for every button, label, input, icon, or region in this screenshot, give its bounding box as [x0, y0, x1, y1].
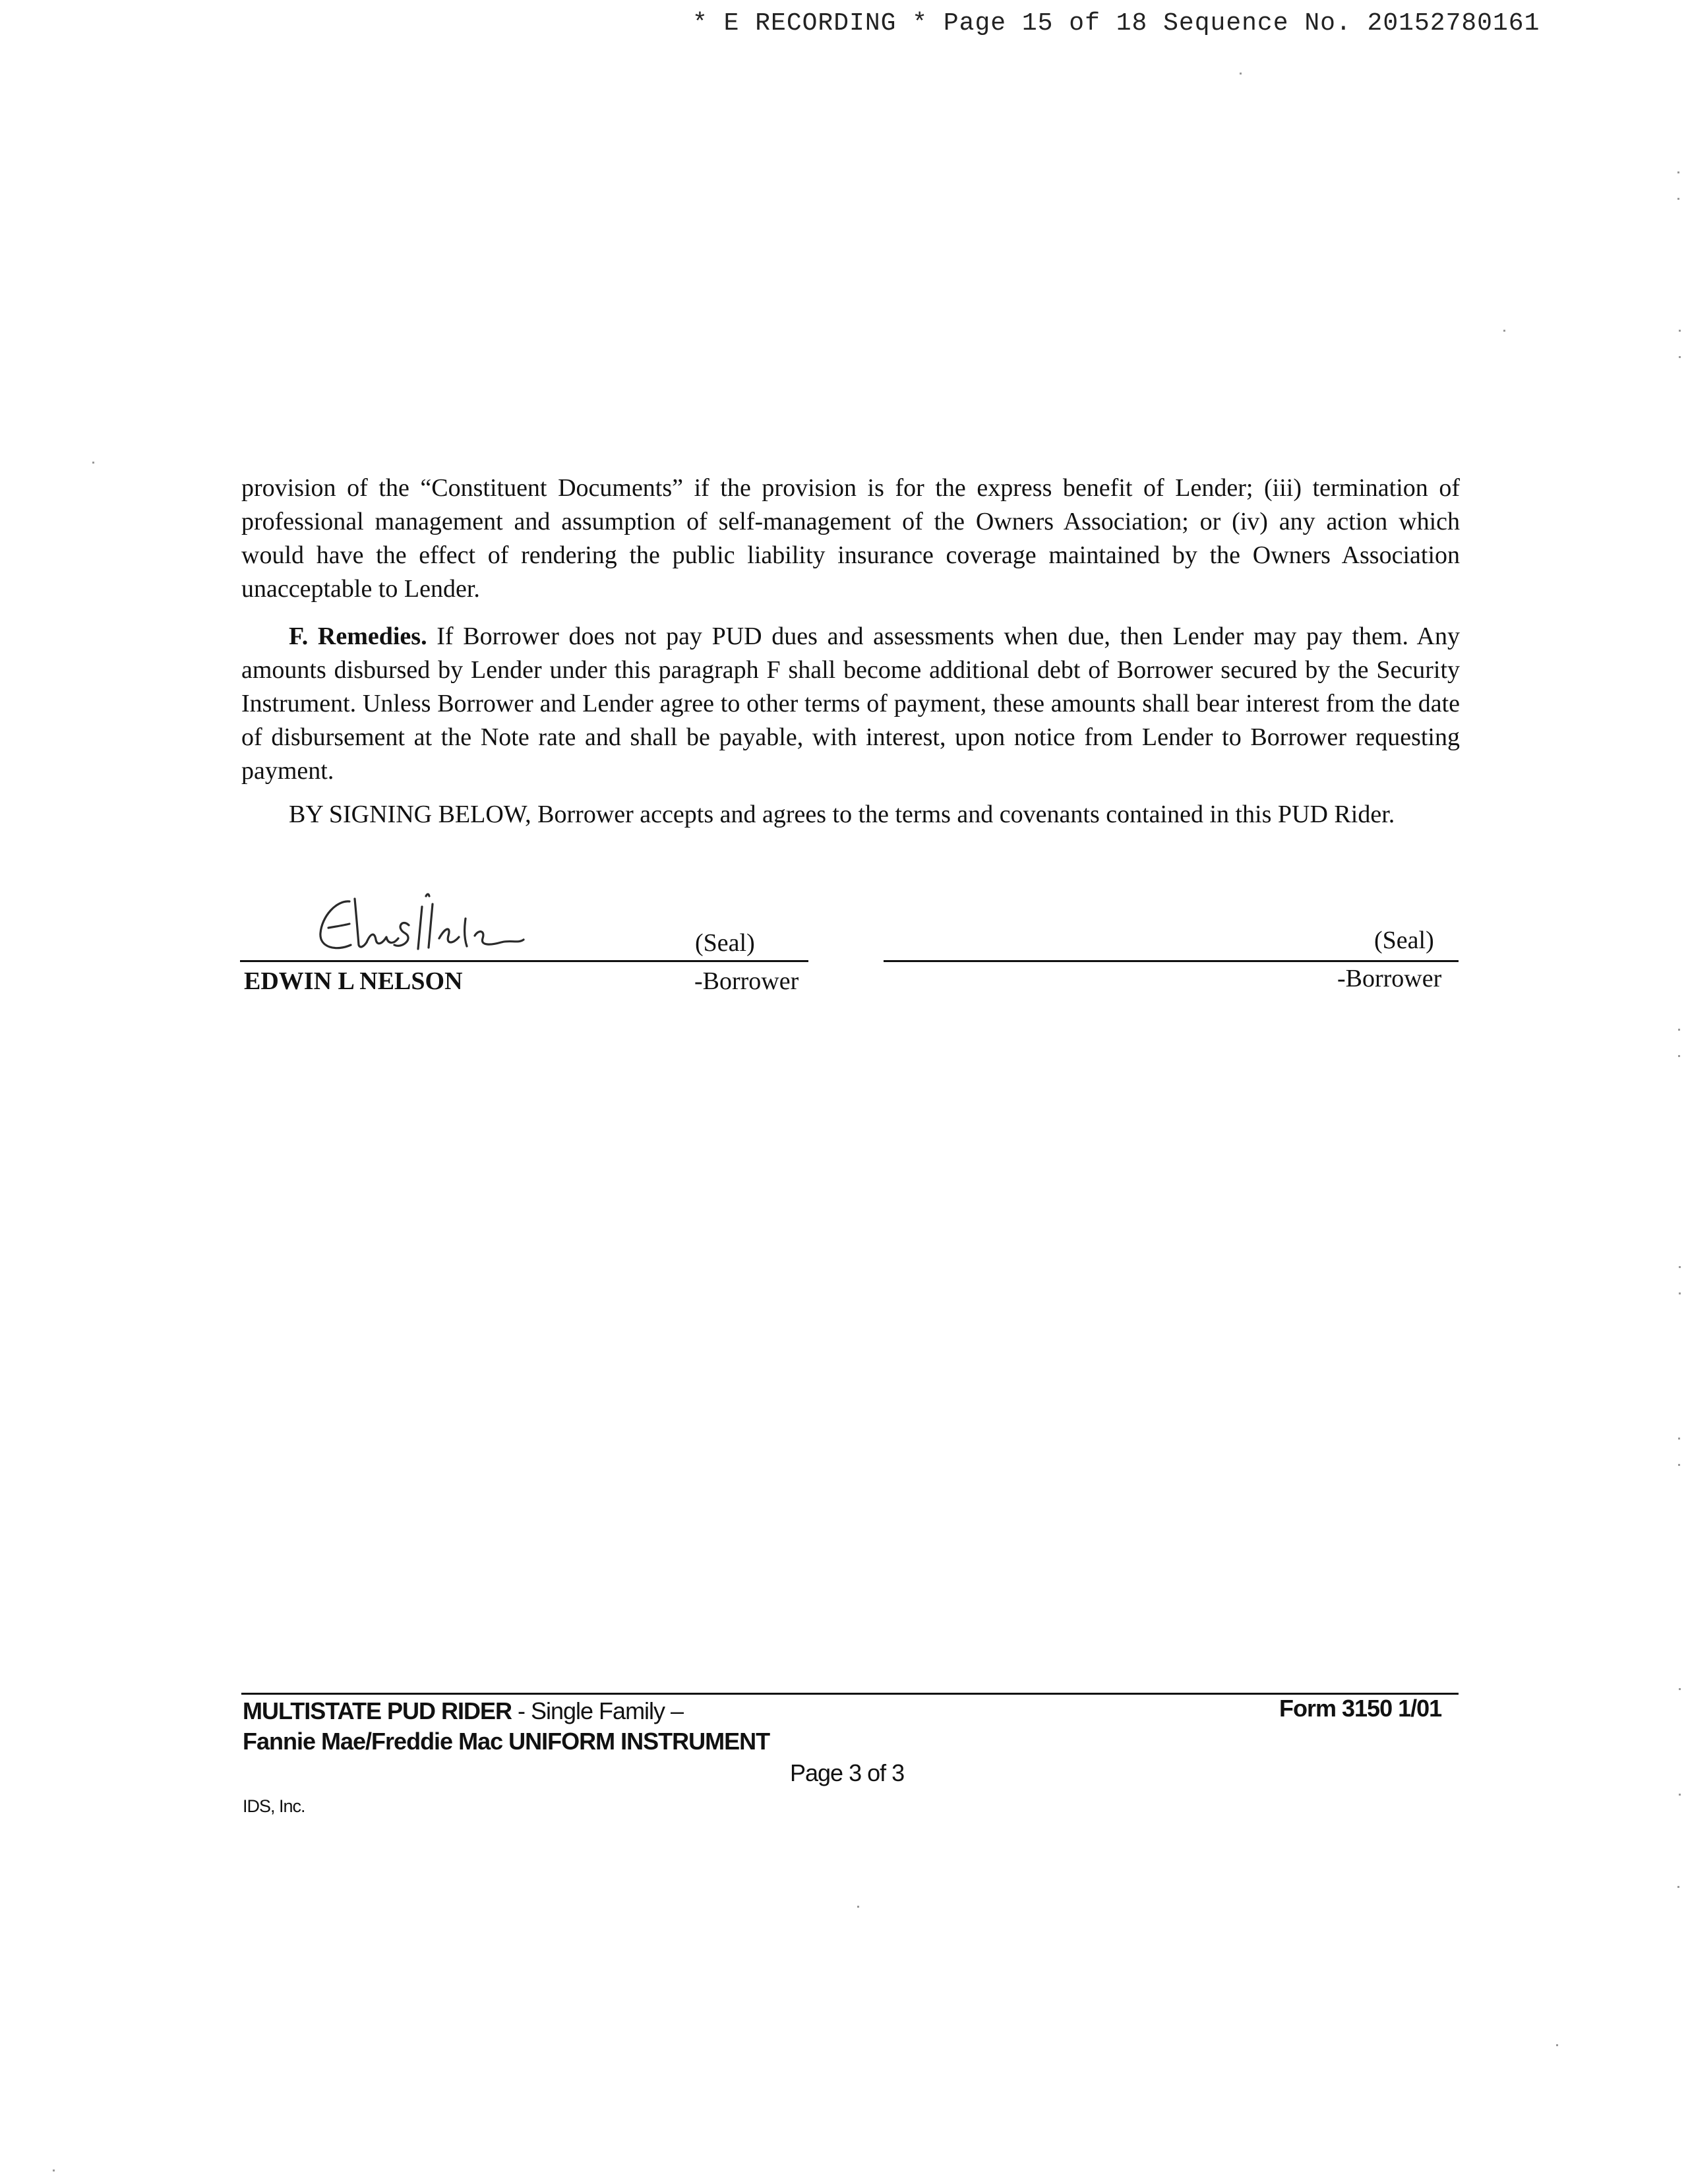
recording-stamp: * E RECORDING * Page 15 of 18 Sequence No. 20152780161: [692, 9, 1540, 38]
form-number: Form 3150 1/01: [1279, 1695, 1442, 1722]
form-title-bold: MULTISTATE PUD RIDER: [243, 1697, 512, 1724]
borrower-1-role-label: -Borrower: [694, 967, 799, 995]
borrower-1-signature-line: [240, 960, 808, 962]
paragraph-signing-statement: BY SIGNING BELOW, Borrower accepts and agrees to the terms and covenants contained in this PUD Rider.: [289, 801, 1395, 828]
borrower-signature-image: [310, 887, 560, 959]
borrower-1-name: EDWIN L NELSON: [244, 967, 463, 995]
borrower-2-seal-label: (Seal): [1374, 926, 1434, 954]
form-subtitle: Fannie Mae/Freddie Mac UNIFORM INSTRUMENT: [243, 1728, 770, 1755]
remedies-text: If Borrower does not pay PUD dues and assessments when due, then Lender may pay them. Any amounts disbursed by Lender under this paragraph F shall become additional debt of Borrower secured by the Security Instrument. Unless Borrower and Lender agree to other terms of payment, these amounts shall bear interest from the date of disbursement at the Note rate and shall be payable, with interest, upon notice from Lender to Borrower requesting payment.: [241, 622, 1460, 785]
form-title-rest: - Single Family –: [511, 1697, 684, 1724]
paragraph-remedies: [241, 620, 1460, 788]
remedies-heading: F. Remedies.: [289, 622, 427, 650]
borrower-2-role-label: -Borrower: [1337, 965, 1442, 992]
borrower-2-signature-line: [884, 960, 1459, 962]
form-title: [243, 1697, 683, 1725]
publisher-label: IDS, Inc.: [243, 1796, 305, 1816]
footer-rule: [241, 1693, 1459, 1695]
paragraph-constituent-documents: provision of the “Constituent Documents” if the provision is for the express benefit of Lender; (iii) termination of professional management and assumption of self-management of the Owners Association; or (iv) any action which would have the effect of rendering the public liability insurance coverage maintained by the Owners Association unacceptable to Lender.: [241, 474, 1460, 603]
borrower-1-seal-label: (Seal): [695, 929, 755, 957]
page-number: Page 3 of 3: [790, 1759, 905, 1786]
